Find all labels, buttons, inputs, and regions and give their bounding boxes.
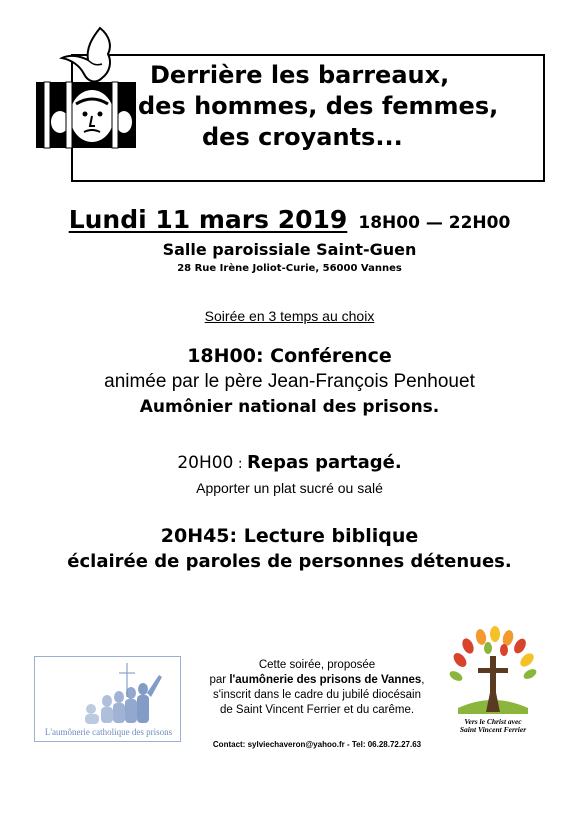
title-line-3: des croyants... bbox=[202, 123, 403, 151]
footer-line-1: Cette soirée, proposée bbox=[258, 659, 376, 671]
footer-line-4: de Saint Vincent Ferrier et du carême. bbox=[219, 704, 415, 716]
event-address: 28 Rue Irène Joliot-Curie, 56000 Vannes bbox=[177, 263, 402, 274]
part1-heading: 18H00: Conférence bbox=[187, 345, 392, 367]
dove-icon bbox=[62, 28, 110, 81]
event-date: Lundi 11 mars 2019 bbox=[68, 205, 348, 234]
footer-line-2-prefix: par bbox=[209, 674, 230, 686]
tree-cross-logo-caption bbox=[446, 718, 540, 734]
main-title bbox=[120, 60, 540, 153]
program-subtitle: Soirée en 3 temps au choix bbox=[204, 308, 375, 324]
title-line-1: Derrière les barreaux, bbox=[150, 61, 450, 89]
footer-line-2 bbox=[187, 673, 447, 688]
part1-speaker: animée par le père Jean-François Penhouet bbox=[104, 371, 475, 392]
footer-description bbox=[187, 658, 447, 718]
part2-time: 20H00 bbox=[177, 453, 234, 473]
part1-role: Aumônier national des prisons. bbox=[139, 397, 440, 417]
footer-organizer: l'aumônerie des prisons de Vannes bbox=[229, 674, 422, 686]
part2-note: Apporter un plat sucré ou salé bbox=[196, 480, 383, 496]
event-venue: Salle paroissiale Saint-Guen bbox=[162, 240, 417, 259]
part3-heading: 20H45: Lecture biblique bbox=[160, 525, 419, 547]
tree-cross-caption-line-2: Saint Vincent Ferrier bbox=[459, 725, 527, 734]
footer-line-3: s'inscrit dans le cadre du jubilé diocésain bbox=[212, 689, 422, 701]
cross-with-figures-logo bbox=[35, 657, 180, 727]
title-line-2: des hommes, des femmes, bbox=[138, 92, 499, 120]
event-date-line bbox=[0, 205, 579, 234]
part3-description: éclairée de paroles de personnes détenues. bbox=[67, 551, 512, 572]
footer-line-2-suffix: , bbox=[421, 674, 425, 686]
tree-cross-caption-line-1: Vers le Christ avec bbox=[464, 717, 522, 726]
aumonerie-logo-caption: L'aumônerie catholique des prisons bbox=[44, 727, 173, 737]
event-time: 18H00 — 22H00 bbox=[358, 213, 511, 233]
part2-separator: : bbox=[233, 456, 247, 472]
contact-line: Contact: sylviechaveron@yahoo.fr - Tel: 06.28.72.27.63 bbox=[212, 740, 422, 749]
aumonerie-logo bbox=[34, 656, 181, 742]
part2-title: Repas partagé. bbox=[247, 452, 402, 473]
part2-heading bbox=[0, 452, 579, 473]
